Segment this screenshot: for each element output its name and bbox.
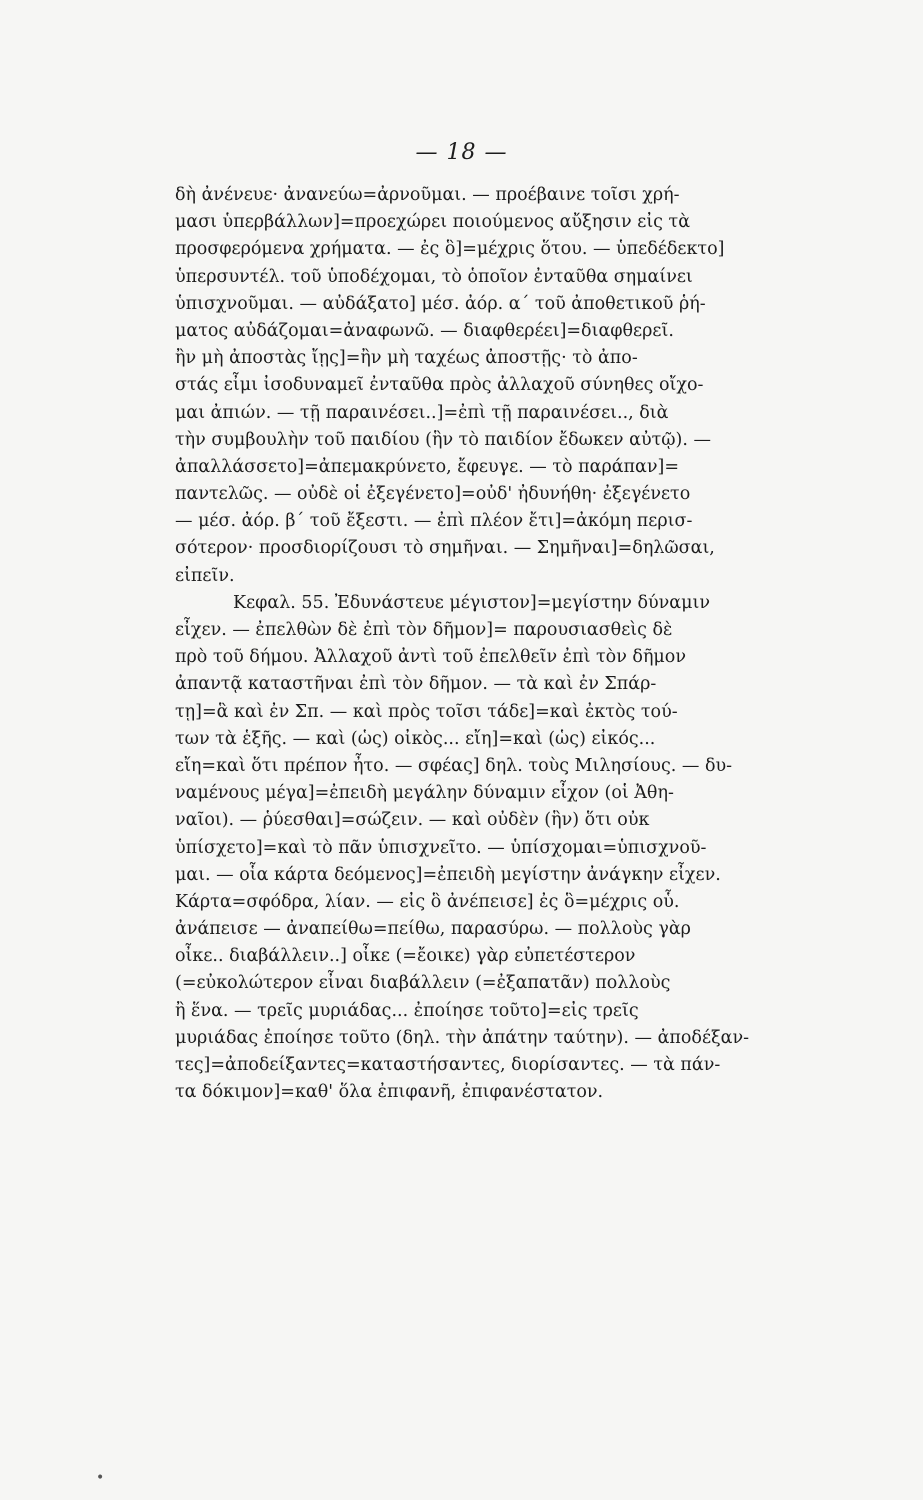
text-line: μαι ἀπιών. — τῇ παραινέσει..]=ἐπὶ τῇ παραινέσει.., διὰ (175, 402, 669, 423)
text-line: σότερον· προσδιορίζουσι τὸ σημῆναι. — Σημῆναι]=δηλῶσαι, (175, 538, 715, 559)
text-line: μασι ὑπερβάλλων]=προεχώρει ποιούμενος αὔξησιν εἰς τὰ (175, 212, 691, 233)
text-line: ὑπίσχετο]=καὶ τὸ πᾶν ὑπισχνεῖτο. — ὑπίσχομαι=ὑπισχνοῦ- (175, 837, 707, 858)
text-line: ναῖοι). — ῥύεσθαι]=σώζειν. — καὶ οὐδὲν (ἣν) ὅτι οὐκ (175, 810, 650, 831)
margin-mark: • (96, 1470, 105, 1486)
text-line: ἢν μὴ ἀποστὰς ἴῃς]=ἢν μὴ ταχέως ἀποστῇς· τὸ ἀπο- (175, 348, 638, 369)
text-line: πρὸ τοῦ δήμου. Ἀλλαχοῦ ἀντὶ τοῦ ἐπελθεῖν ἐπὶ τὸν δῆμον (175, 647, 686, 668)
page-number: — 18 — (415, 140, 508, 165)
text-line: τῃ]=ἃ καὶ ἐν Σπ. — καὶ πρὸς τοῖσι τάδε]=καὶ ἐκτὸς τού- (175, 701, 678, 722)
text-line: στάς εἶμι ἰσοδυναμεῖ ἐνταῦθα πρὸς ἀλλαχοῦ σύνηθες οἴχο- (175, 375, 704, 396)
page-text (175, 182, 910, 1106)
text-line: Κάρτα=σφόδρα, λίαν. — εἰς ὃ ἀνέπεισε] ἐς ὃ=μέχρις οὗ. (175, 891, 680, 912)
chapter-heading-line: Κεφαλ. 55. Ἐδυνάστευε μέγιστον]=μεγίστην δύναμιν (233, 592, 710, 613)
text-line: ναμένους μέγα]=ἐπειδὴ μεγάλην δύναμιν εἶχον (οἱ Ἀθη- (175, 783, 674, 804)
text-line: μαι. — οἷα κάρτα δεόμενος]=ἐπειδὴ μεγίστην ἀνάγκην εἶχεν. (175, 864, 721, 885)
text-line: ὑπισχνοῦμαι. — αὐδάξατο] μέσ. ἀόρ. α΄ τοῦ ἀποθετικοῦ ῥή- (175, 293, 706, 314)
text-line: ματος αὐδάζομαι=ἀναφωνῶ. — διαφθερέει]=διαφθερεῖ. (175, 320, 674, 341)
text-line: (=εὐκολώτερον εἶναι διαβάλλειν (=ἐξαπατᾶν) πολλοὺς (175, 973, 671, 994)
text-line: ἀπαλλάσσετο]=ἀπεμακρύνετο, ἔφευγε. — τὸ παράπαν]= (175, 456, 680, 477)
text-line: τες]=ἀποδείξαντες=καταστήσαντες, διορίσαντες. — τὰ πάν- (175, 1055, 721, 1075)
text-line: εἶχεν. — ἐπελθὼν δὲ ἐπὶ τὸν δῆμον]= παρουσιασθεὶς δὲ (175, 620, 673, 640)
text-line: μυριάδας ἐποίησε τοῦτο (δηλ. τὴν ἀπάτην ταύτην). — ἀποδέξαν- (175, 1027, 750, 1048)
text-line: ἢ ἕνα. — τρεῖς μυριάδας... ἐποίησε τοῦτο]=εἰς τρεῖς (175, 1000, 639, 1021)
text-line: — μέσ. ἀόρ. β΄ τοῦ ἔξεστι. — ἐπὶ πλέον ἔτι]=ἀκόμη περισ- (175, 511, 693, 532)
text-line: ἀνάπεισε — ἀναπείθω=πείθω, παρασύρω. — πολλοὺς γὰρ (175, 919, 691, 940)
text-line: παντελῶς. — οὐδὲ οἱ ἐξεγένετο]=οὐδ' ἠδυνήθη· ἐξεγένετο (175, 484, 691, 505)
text-line: οἶκε.. διαβάλλειν..] οἶκε (=ἔοικε) γὰρ εὐπετέστερον (175, 946, 636, 967)
text-line: εἴη=καὶ ὅτι πρέπον ἦτο. — σφέας] δηλ. τοὺς Μιλησίους. — δυ- (175, 755, 733, 776)
text-line: των τὰ ἑξῆς. — καὶ (ὡς) οἰκὸς... εἴη]=καὶ (ὡς) εἰκός... (175, 728, 656, 749)
text-line: τὴν συμβουλὴν τοῦ παιδίου (ἣν τὸ παιδίον ἔδωκεν αὐτῷ). — (175, 429, 711, 450)
text-line: δὴ ἀνένευε· ἀνανεύω=ἀρνοῦμαι. — προέβαινε τοῖσι χρή- (175, 185, 680, 205)
text-line: ὑπερσυντέλ. τοῦ ὑποδέχομαι, τὸ ὁποῖον ἐνταῦθα σημαίνει (175, 266, 693, 287)
text-line: τα δόκιμον]=καθ' ὅλα ἐπιφανῆ, ἐπιφανέστατον. (175, 1082, 604, 1103)
text-line: εἰπεῖν. (175, 565, 235, 586)
text-line: προσφερόμενα χρήματα. — ἐς ὃ]=μέχρις ὅτου. — ὑπεδέδεκτο] (175, 239, 725, 260)
text-line: ἀπαντᾷ καταστῆναι ἐπὶ τὸν δῆμον. — τὰ καὶ ἐν Σπάρ- (175, 674, 657, 695)
